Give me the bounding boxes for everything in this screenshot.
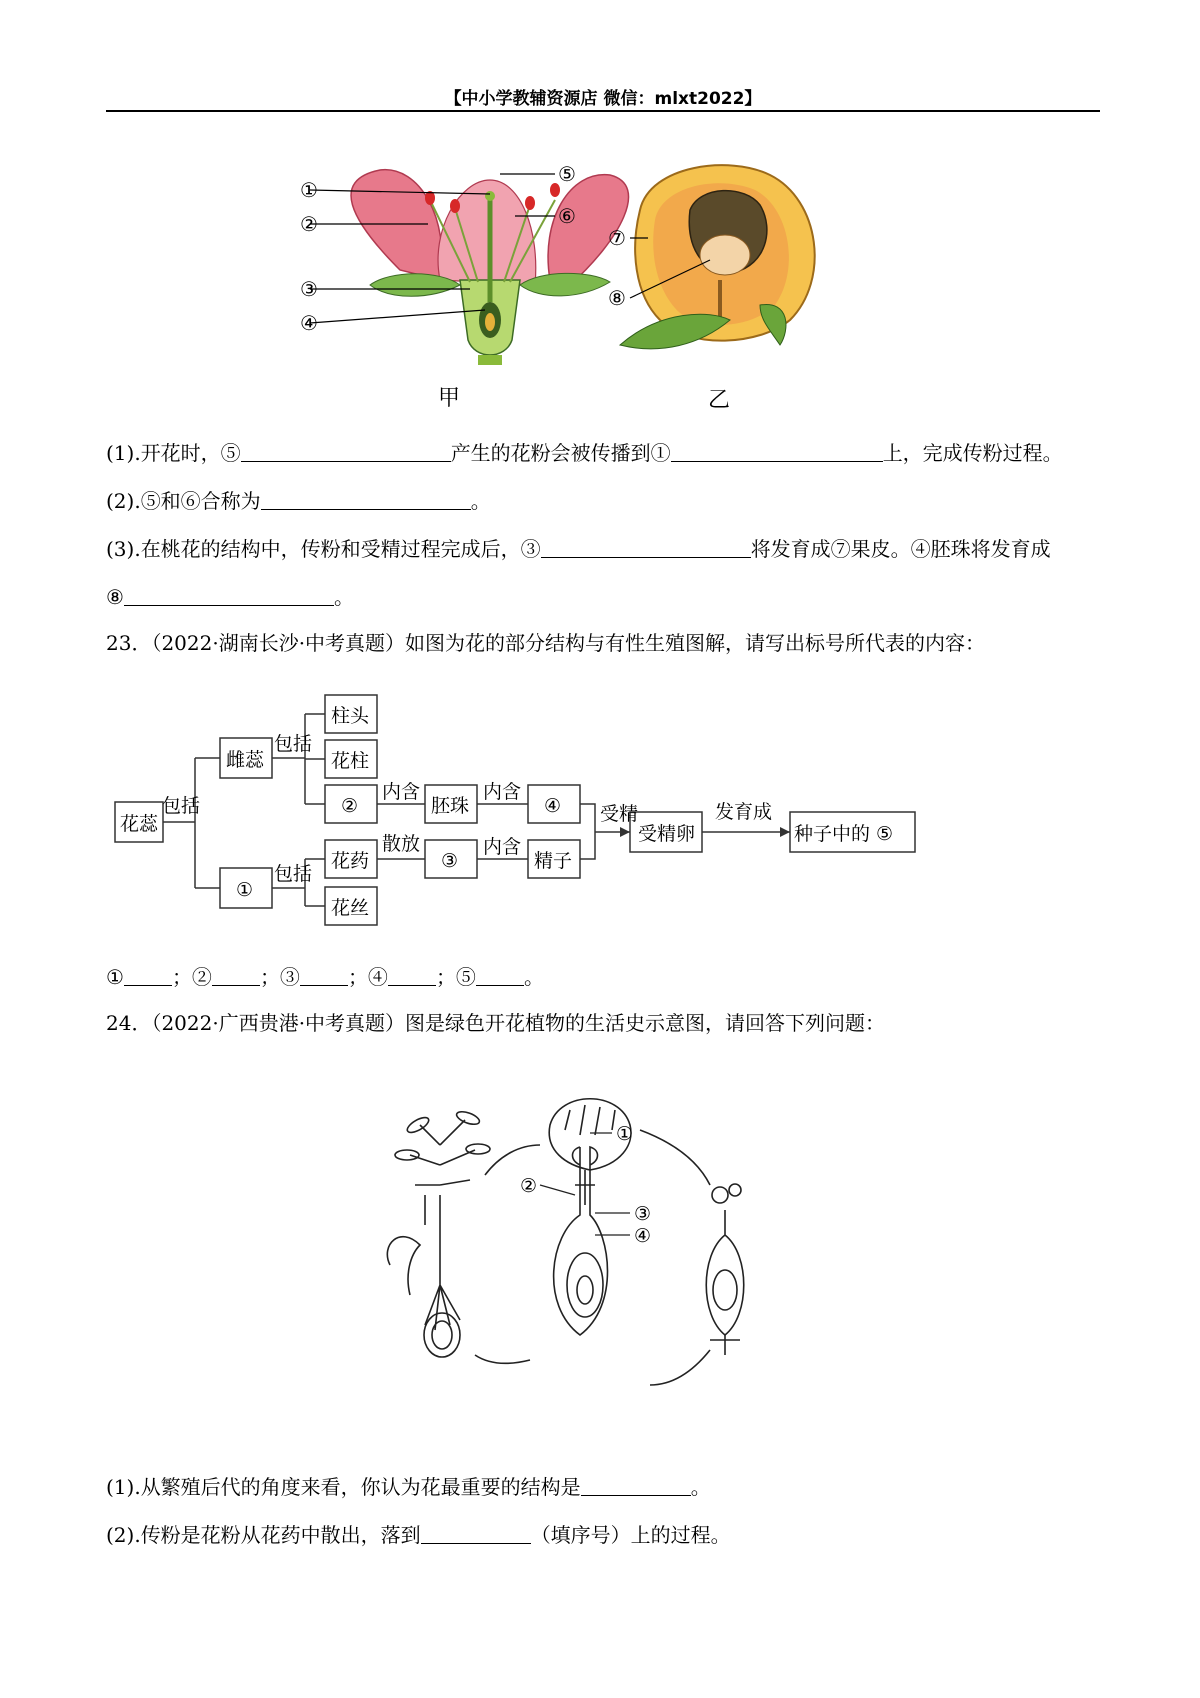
node-huasi: 花丝 bbox=[331, 897, 370, 919]
callout-2: ② bbox=[300, 212, 318, 236]
node-jingzi: 精子 bbox=[534, 850, 573, 872]
callout-7: ⑦ bbox=[608, 226, 626, 250]
answer-blank[interactable] bbox=[124, 963, 172, 986]
label-jia: 甲 bbox=[438, 386, 461, 411]
q22-p3-c: ⑧ bbox=[106, 585, 124, 609]
q24-part1 bbox=[106, 1472, 711, 1502]
answer-blank[interactable] bbox=[581, 1473, 691, 1496]
callout-5: ⑤ bbox=[558, 162, 576, 186]
q22-p2-b: 。 bbox=[470, 489, 491, 513]
node-shoujingluan: 受精卵 bbox=[638, 823, 696, 845]
edge-baokuo-2: 包括 bbox=[274, 733, 313, 755]
node-huazhu: 花柱 bbox=[331, 750, 370, 772]
q23-answers bbox=[106, 962, 544, 992]
peach-fruit-illustration bbox=[620, 165, 815, 349]
node-cirui: 雌蕊 bbox=[226, 749, 265, 771]
node-4: ④ bbox=[544, 795, 562, 817]
q23-title: 23．（2022·湖南长沙·中考真题）如图为花的部分结构与有性生殖图解，请写出标号所代表的内容： bbox=[106, 631, 986, 655]
edge-neihan-3: 内含 bbox=[483, 836, 522, 858]
node-3: ③ bbox=[441, 850, 459, 872]
header-rule bbox=[106, 110, 1100, 112]
lifecycle-callout-3: ③ bbox=[634, 1203, 652, 1225]
callout-1: ① bbox=[300, 178, 318, 202]
answer-blank[interactable] bbox=[241, 439, 451, 462]
node-2: ② bbox=[341, 795, 359, 817]
q24-p1-b: 。 bbox=[690, 1475, 711, 1499]
edge-baokuo-3: 包括 bbox=[274, 863, 313, 885]
figure-flower-fruit bbox=[290, 160, 880, 420]
lifecycle-callout-1: ① bbox=[616, 1123, 634, 1145]
figure-life-cycle bbox=[380, 1085, 840, 1435]
q23-ans-end: 。 bbox=[523, 965, 544, 989]
edge-fayucheng: 发育成 bbox=[715, 801, 773, 823]
q22-p1-c: 上，完成传粉过程。 bbox=[882, 441, 1063, 465]
q22-part3-cont bbox=[106, 582, 354, 612]
peach-flower-illustration bbox=[310, 170, 629, 365]
q23-ans-label-2: ；② bbox=[171, 965, 212, 989]
callout-8: ⑧ bbox=[608, 286, 626, 310]
callout-6: ⑥ bbox=[558, 204, 576, 228]
answer-blank[interactable] bbox=[212, 963, 260, 986]
q22-p1-a: (1).开花时，⑤ bbox=[106, 441, 241, 465]
q22-p3-a: (3).在桃花的结构中，传粉和受精过程完成后，③ bbox=[106, 537, 541, 561]
q24-p2-a: (2).传粉是花粉从花药中散出，落到 bbox=[106, 1523, 421, 1547]
answer-blank[interactable] bbox=[541, 535, 751, 558]
answer-blank[interactable] bbox=[421, 1521, 531, 1544]
q23-ans-label-5: ；⑤ bbox=[435, 965, 476, 989]
q22-part3 bbox=[106, 534, 1051, 564]
lifecycle-callout-4: ④ bbox=[634, 1225, 652, 1247]
q24-p1-a: (1).从繁殖后代的角度来看，你认为花最重要的结构是 bbox=[106, 1475, 581, 1499]
edge-baokuo-1: 包括 bbox=[162, 795, 201, 817]
q22-p3-b: 将发育成⑦果皮。④胚珠将发育成 bbox=[750, 537, 1051, 561]
edge-shoujing: 受精 bbox=[600, 803, 639, 825]
page-header: 【中小学教辅资源店 微信：mlxt2022】 bbox=[444, 89, 762, 109]
node-zhongzi: 种子中的 ⑤ bbox=[794, 823, 894, 845]
q24-part2 bbox=[106, 1520, 731, 1550]
answer-blank[interactable] bbox=[261, 487, 471, 510]
q24-p2-b: （填序号）上的过程。 bbox=[530, 1523, 731, 1547]
label-yi: 乙 bbox=[708, 388, 731, 413]
lifecycle-callout-2: ② bbox=[520, 1175, 538, 1197]
q23-flowchart bbox=[110, 690, 930, 940]
node-1: ① bbox=[236, 879, 254, 901]
node-peizhu: 胚珠 bbox=[431, 795, 470, 817]
callout-3: ③ bbox=[300, 277, 318, 301]
q22-part1 bbox=[106, 438, 1063, 468]
q23-ans-label-1: ① bbox=[106, 965, 124, 989]
answer-blank[interactable] bbox=[476, 963, 524, 986]
edge-neihan-2: 内含 bbox=[483, 781, 522, 803]
node-huayao: 花药 bbox=[331, 850, 370, 872]
node-huarui: 花蕊 bbox=[120, 813, 159, 835]
answer-blank[interactable] bbox=[671, 439, 883, 462]
edge-neihan-1: 内含 bbox=[382, 781, 421, 803]
answer-blank[interactable] bbox=[388, 963, 436, 986]
q22-p3-d: 。 bbox=[333, 585, 354, 609]
q24-title: 24．（2022·广西贵港·中考真题）图是绿色开花植物的生活史示意图，请回答下列问题： bbox=[106, 1011, 886, 1035]
q23-ans-label-4: ；④ bbox=[347, 965, 388, 989]
edge-sanfang: 散放 bbox=[382, 833, 421, 855]
answer-blank[interactable] bbox=[300, 963, 348, 986]
node-zhutou: 柱头 bbox=[331, 705, 370, 727]
q22-part2 bbox=[106, 486, 491, 516]
answer-blank[interactable] bbox=[124, 583, 334, 606]
q22-p2-a: (2).⑤和⑥合称为 bbox=[106, 489, 261, 513]
q22-p1-b: 产生的花粉会被传播到① bbox=[450, 441, 671, 465]
q23-ans-label-3: ；③ bbox=[259, 965, 300, 989]
callout-4: ④ bbox=[300, 311, 318, 335]
